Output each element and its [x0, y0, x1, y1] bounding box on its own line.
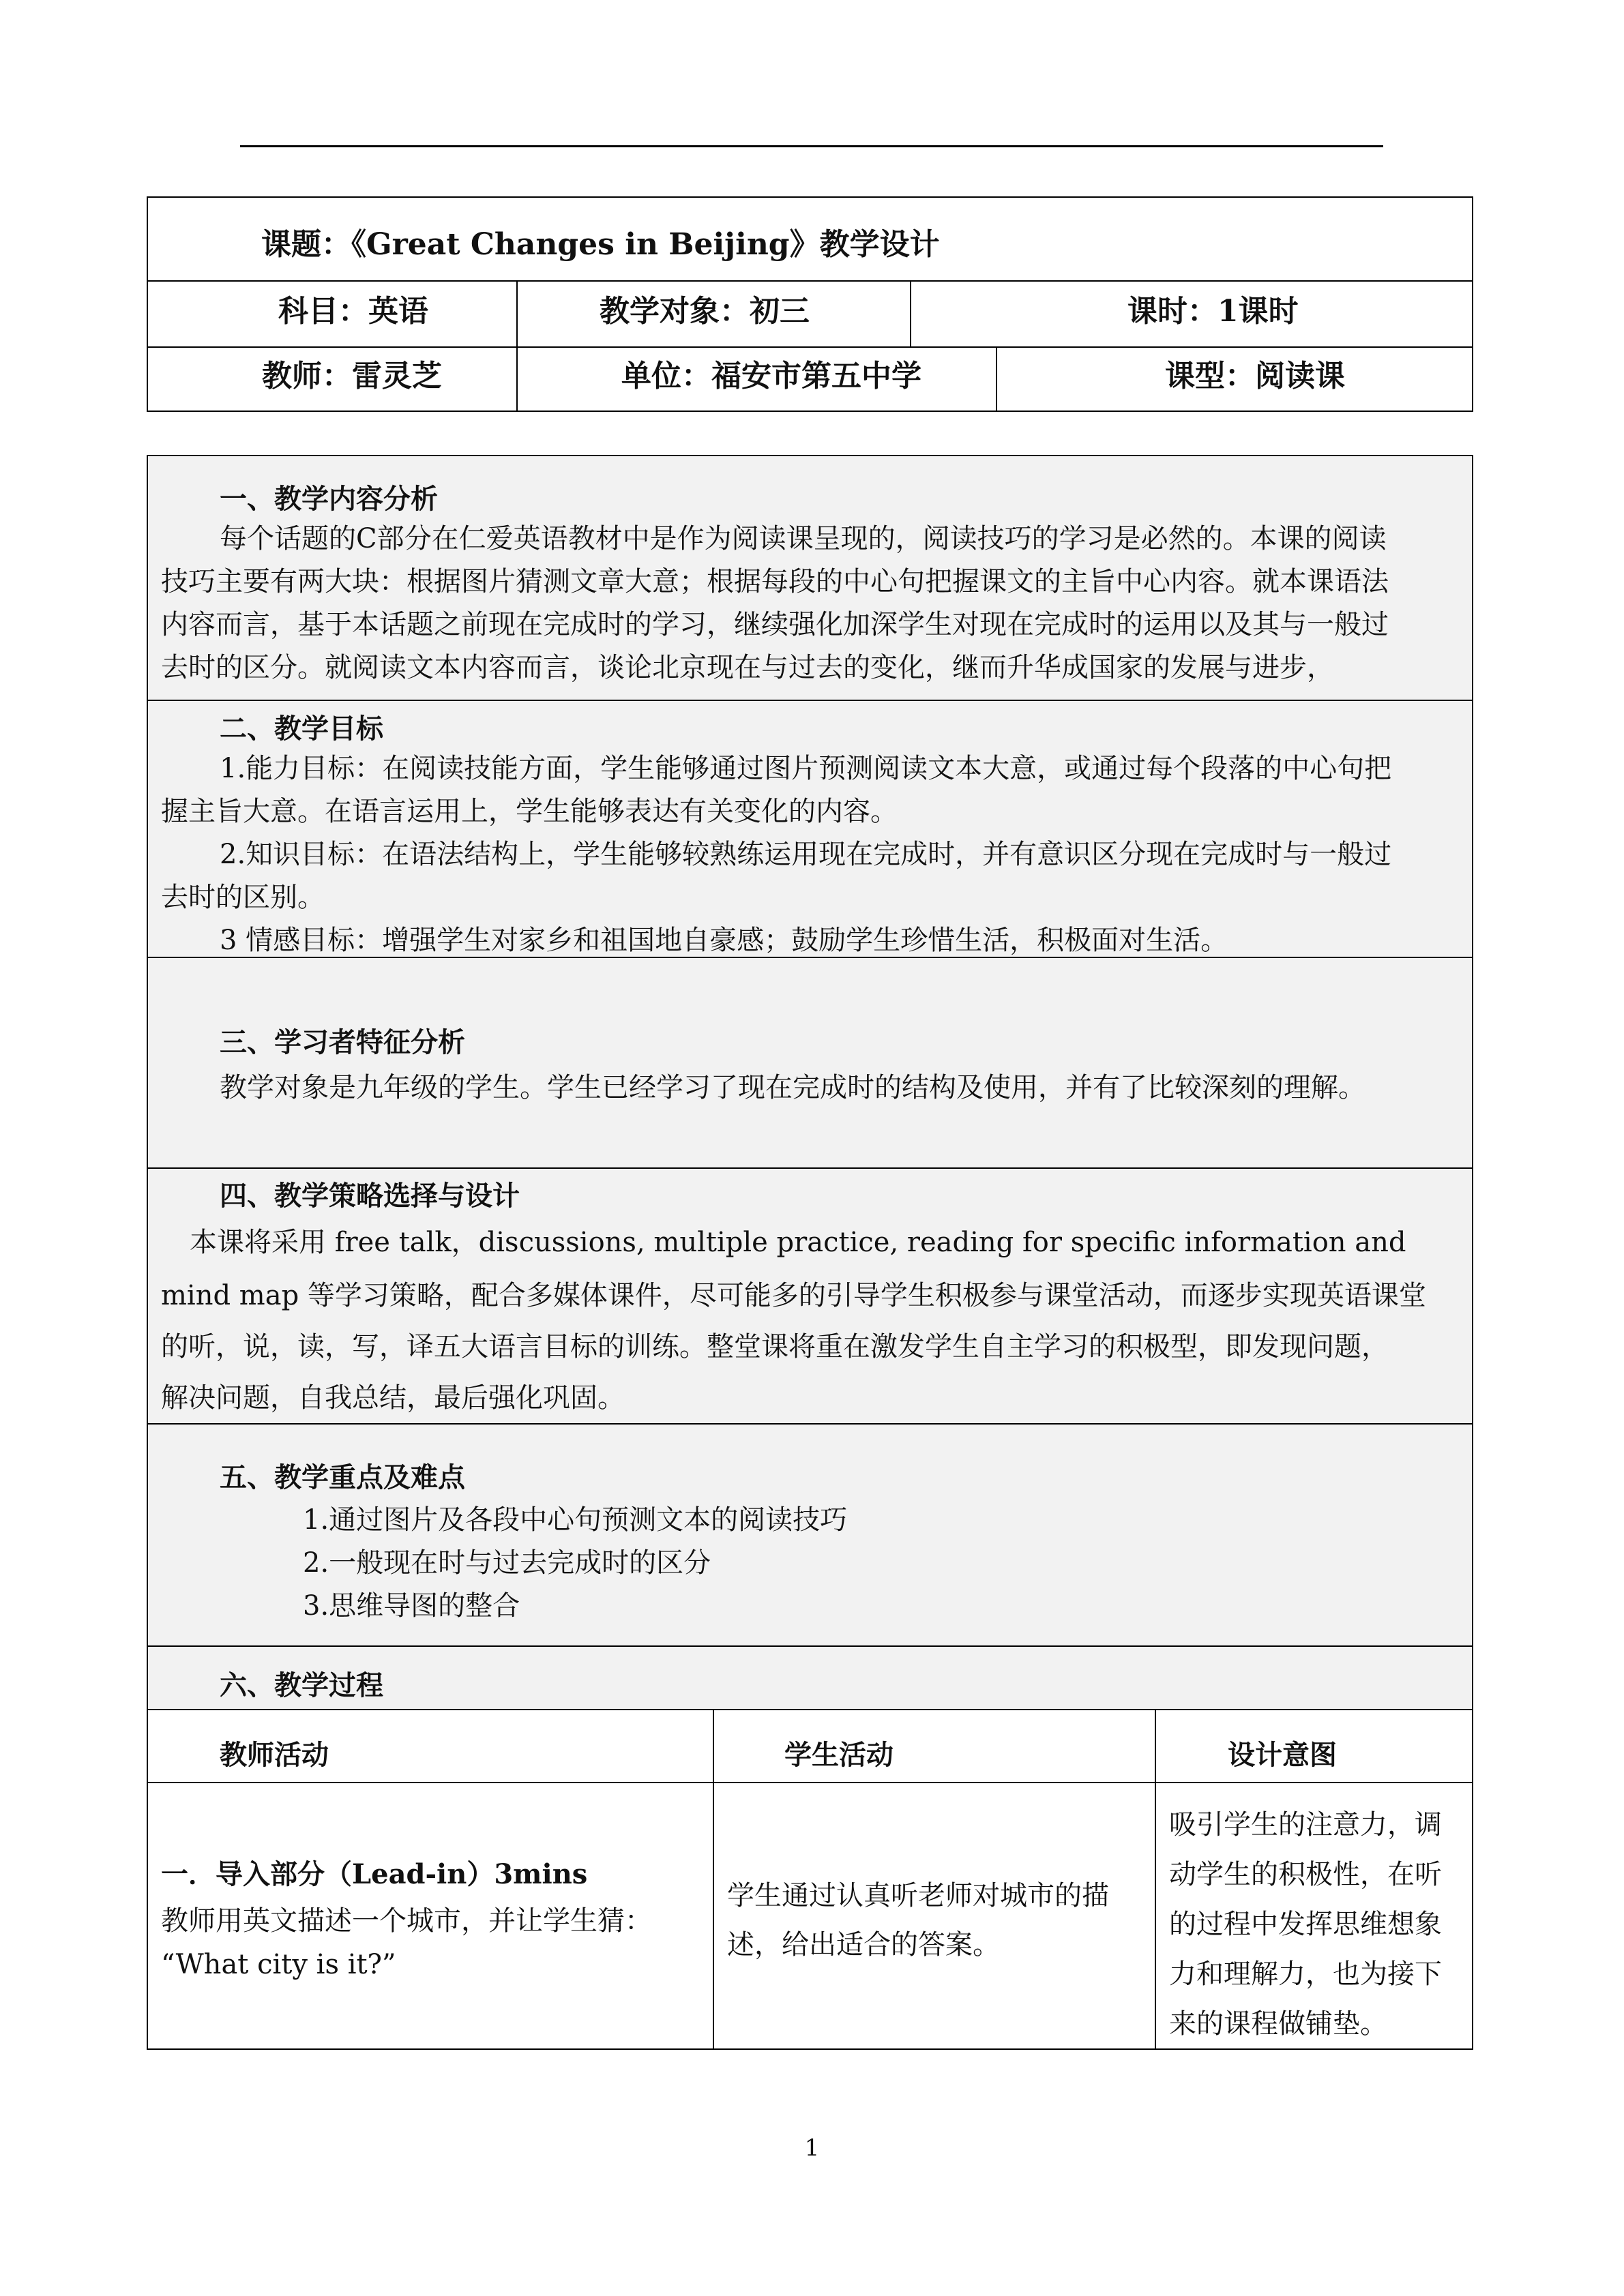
leadin-intent-line: 来的课程做铺垫。 [1169, 2008, 1387, 2040]
section-1-line: 技巧主要有两大块：根据图片猜测文章大意；根据每段的中心句把握课文的主旨中心内容。就本课语法 [161, 566, 1389, 597]
section-3-title: 三、学习者特征分析 [220, 1026, 465, 1058]
focus-item: 3.思维导图的整合 [303, 1590, 520, 1622]
section-4-line: 本课将采用 free talk，discussions, multiple practice, reading for specific information and [190, 1227, 1406, 1258]
hours-cell: 课时：1课时 [1127, 294, 1299, 329]
section-4-title: 四、教学策略选择与设计 [220, 1180, 520, 1212]
section-2-line: 去时的区别。 [161, 882, 325, 913]
focus-item: 2.一般现在时与过去完成时的区分 [303, 1547, 711, 1579]
section-6-title: 六、教学过程 [220, 1669, 383, 1701]
section-2-title: 二、教学目标 [220, 713, 383, 745]
col-design-intent: 设计意图 [1228, 1739, 1337, 1771]
col-teacher-activity: 教师活动 [220, 1739, 329, 1771]
lesson-title: 课题：《Great Changes in Beijing》教学设计 [261, 227, 940, 262]
section-4-line: mind map 等学习策略，配合多媒体课件，尽可能多的引导学生积极参与课堂活动，而逐步实现英语课堂 [161, 1280, 1426, 1311]
leadin-intent-line: 动学生的积极性，在听 [1169, 1859, 1442, 1890]
section-1-line: 每个话题的C部分在仁爱英语教材中是作为阅读课呈现的，阅读技巧的学习是必然的。本课的阅读 [220, 523, 1387, 554]
section-4-line: 解决问题，自我总结，最后强化巩固。 [161, 1382, 625, 1414]
audience-cell: 教学对象：初三 [600, 294, 810, 329]
leadin-teacher-line: “What city is it?” [161, 1949, 396, 1980]
leadin-intent-line: 的过程中发挥思维想象 [1169, 1909, 1442, 1940]
section-1-line: 内容而言，基于本话题之前现在完成时的学习，继续强化加深学生对现在完成时的运用以及其与一般过 [161, 609, 1389, 640]
section-4-line: 的听，说，读，写，译五大语言目标的训练。整堂课将重在激发学生自主学习的积极型，即发现问题， [161, 1331, 1389, 1362]
header-rule [240, 145, 1383, 147]
section-2-line: 握主旨大意。在语言运用上，学生能够表达有关变化的内容。 [161, 796, 898, 827]
type-cell: 课型：阅读课 [1165, 359, 1345, 393]
focus-item: 1.通过图片及各段中心句预测文本的阅读技巧 [303, 1504, 848, 1536]
unit-cell: 单位：福安市第五中学 [621, 359, 921, 393]
leadin-student-line: 学生通过认真听老师对城市的描 [727, 1880, 1109, 1911]
section-5-title: 五、教学重点及难点 [220, 1461, 465, 1493]
teacher-cell: 教师：雷灵芝 [262, 359, 442, 393]
section-1-line: 去时的区分。就阅读文本内容而言，谈论北京现在与过去的变化，继而升华成国家的发展与进步， [161, 652, 1334, 683]
leadin-title: 一．导入部分（Lead-in）3mins [161, 1858, 588, 1890]
leadin-intent-line: 吸引学生的注意力，调 [1169, 1809, 1442, 1840]
leadin-student-line: 述，给出适合的答案。 [727, 1929, 1000, 1960]
header-table [147, 196, 1473, 412]
section-1-title: 一、教学内容分析 [220, 483, 438, 515]
leadin-intent-line: 力和理解力，也为接下 [1169, 1958, 1442, 1990]
section-3-line: 教学对象是九年级的学生。学生已经学习了现在完成时的结构及使用，并有了比较深刻的理解。 [220, 1072, 1365, 1103]
page-number: 1 [804, 2134, 820, 2162]
col-student-activity: 学生活动 [784, 1739, 894, 1771]
section-2-line: 3 情感目标：增强学生对家乡和祖国地自豪感；鼓励学生珍惜生活，积极面对生活。 [220, 925, 1228, 956]
section-2-line: 1.能力目标：在阅读技能方面，学生能够通过图片预测阅读文本大意，或通过每个段落的中心句把 [220, 753, 1392, 784]
section-2-line: 2.知识目标：在语法结构上，学生能够较熟练运用现在完成时，并有意识区分现在完成时与一般过 [220, 839, 1392, 870]
leadin-teacher-line: 教师用英文描述一个城市，并让学生猜： [161, 1905, 652, 1937]
subject-cell: 科目：英语 [278, 294, 428, 329]
